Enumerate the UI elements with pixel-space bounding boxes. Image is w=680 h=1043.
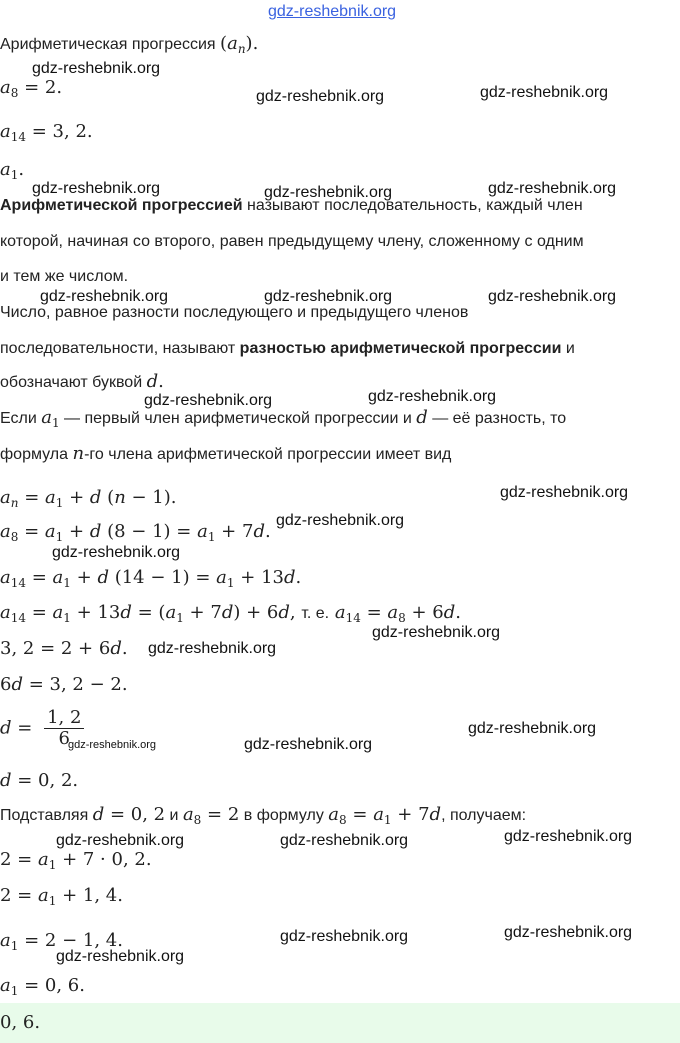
- equation-3-fraction: d = $\frac{1, 2}{6}$: [0, 708, 84, 749]
- watermark-small: gdz-reshebnik.org: [68, 739, 157, 751]
- formula-intro-line-2: формула n-го члена арифметической прогрессии имеет вид: [0, 443, 452, 464]
- watermark: gdz-reshebnik.org: [144, 392, 273, 409]
- watermark: gdz-reshebnik.org: [372, 624, 501, 641]
- watermark: gdz-reshebnik.org: [256, 88, 385, 105]
- answer-box: [0, 1003, 680, 1043]
- watermark: gdz-reshebnik.org: [32, 180, 161, 197]
- watermark: gdz-reshebnik.org: [264, 184, 393, 201]
- watermark: gdz-reshebnik.org: [56, 948, 185, 965]
- definition-line-3: и тем же числом.: [0, 268, 129, 285]
- watermark: gdz-reshebnik.org: [500, 484, 629, 501]
- formula-a8: $a_8 = a_1 + d$ $(8 - 1) = a_1 + 7d$.: [0, 521, 271, 544]
- watermark: gdz-reshebnik.org: [504, 828, 633, 845]
- equation-1: 3, 2 = 2 + 6d.: [0, 638, 128, 659]
- find-a1: $a_1$.: [0, 159, 25, 182]
- watermark: gdz-reshebnik.org: [280, 928, 409, 945]
- equation-2: 6d = 3, 2 − 2.: [0, 674, 128, 695]
- given-intro: Арифметическая прогрессия $(a_n)$.: [0, 33, 259, 56]
- watermark: gdz-reshebnik.org: [264, 288, 393, 305]
- watermark: gdz-reshebnik.org: [488, 288, 617, 305]
- equation-4: d = 0, 2.: [0, 770, 79, 791]
- equation-7: $a_1 = 2 - 1$, 4.: [0, 930, 123, 953]
- difference-line-1: Число, равное разности последующего и предыдущего членов: [0, 304, 469, 321]
- watermark: gdz-reshebnik.org: [32, 60, 161, 77]
- formula-intro-line-1: Если $a_1$ — первый член арифметической прогрессии и d — её разность, то: [0, 407, 567, 430]
- fraction: $\frac{1, 2}{6}$: [44, 708, 84, 749]
- watermark: gdz-reshebnik.org: [52, 544, 181, 561]
- given-a8: $a_8 = 2$.: [0, 77, 63, 100]
- equation-6: $2 = a_1 + 1$, 4.: [0, 885, 123, 908]
- watermark: gdz-reshebnik.org: [40, 288, 169, 305]
- watermark: gdz-reshebnik.org: [244, 736, 373, 753]
- substitution-line: Подставляя d = 0, 2 и $a_8 = 2$ в формулу $a_8 = a_1 + 7d$, получаем:: [0, 804, 527, 827]
- watermark: gdz-reshebnik.org: [56, 832, 185, 849]
- answer-value: 0, 6.: [0, 1012, 41, 1033]
- watermark: gdz-reshebnik.org: [148, 640, 277, 657]
- formula-a14: $a_{14} = a_1 + d$ $(14 - 1) = a_1 + 13d$.: [0, 567, 302, 590]
- equation-8: $a_1 = 0$, 6.: [0, 975, 85, 998]
- watermark-top-link[interactable]: gdz-reshebnik.org: [268, 3, 397, 20]
- watermark: gdz-reshebnik.org: [504, 924, 633, 941]
- definition-line-2: которой, начиная со второго, равен предыдущему члену, сложенному с одним: [0, 233, 584, 250]
- difference-line-3: обозначают буквой d.: [0, 371, 164, 392]
- watermark: gdz-reshebnik.org: [276, 512, 405, 529]
- formula-a14-rewrite: $a_{14} = a_1 + 13d = (a_1 + 7d) + 6d$, т. е. $a_{14} = a_8 + 6d$.: [0, 602, 462, 625]
- watermark: gdz-reshebnik.org: [280, 832, 409, 849]
- watermark: gdz-reshebnik.org: [368, 388, 497, 405]
- watermark: gdz-reshebnik.org: [468, 720, 597, 737]
- watermark: gdz-reshebnik.org: [488, 180, 617, 197]
- given-a14: $a_{14} = 3$, 2.: [0, 121, 93, 144]
- equation-5: $2 = a_1 + 7 \cdot 0$, 2.: [0, 849, 152, 872]
- formula-general: $a_n = a_1 + d$ (n − 1).: [0, 487, 177, 510]
- definition-line-1: Арифметической прогрессией называют последовательность, каждый член: [0, 197, 583, 214]
- watermark: gdz-reshebnik.org: [480, 84, 609, 101]
- difference-line-2: последовательности, называют разностью арифметической прогрессии и: [0, 340, 575, 357]
